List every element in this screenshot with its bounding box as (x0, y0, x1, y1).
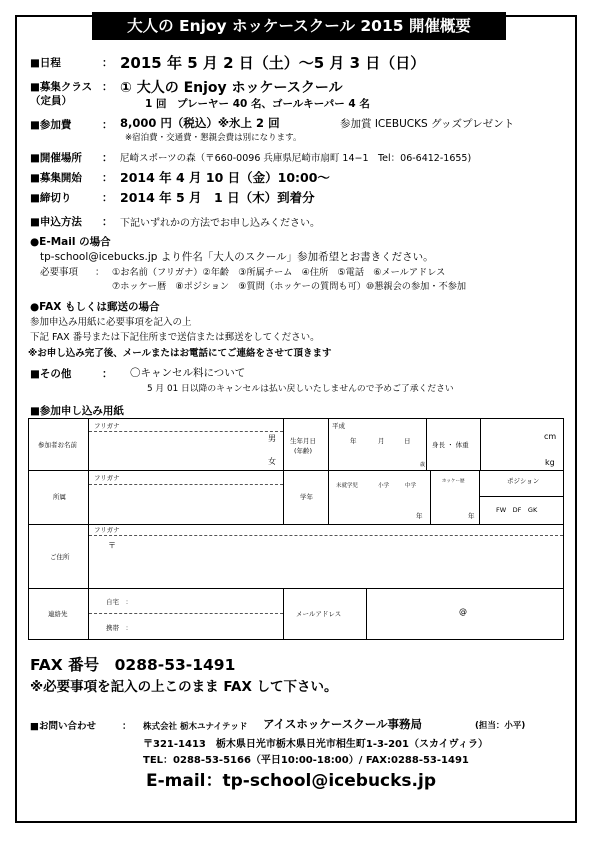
email-field-label: メールアドレス (296, 610, 342, 618)
required-items-colon: ： (95, 267, 105, 278)
fee-colon: ： (102, 119, 113, 131)
office-name: アイスホッケースクール事務局 (263, 717, 423, 731)
male-option[interactable]: 男 (268, 434, 276, 443)
grade-year-suffix: 年 (416, 512, 423, 520)
home-phone-label: 自宅 ： (106, 598, 132, 606)
venue-value: 尼崎スポーツの森（〒660-0096 兵庫県尼崎市扇町 14−1 Tel：06-6412-1655) (120, 153, 472, 164)
classes-name: ① 大人の Enjoy ホッケースクール (120, 80, 343, 96)
contact-label: ■お問い合わせ (30, 721, 96, 732)
classes-sub-label: （定員） (30, 95, 72, 107)
required-items-line-2: ⑦ホッケー暦 ⑧ポジション ⑨質問（ホッケーの質問も可）⑩懇親会の参加・不参加 (112, 281, 467, 292)
venue-label: ■開催場所 (30, 152, 82, 164)
fax-instruction: ※必要事項を記入の上このまま FAX して下さい。 (30, 679, 338, 695)
deadline-colon: ： (102, 192, 113, 204)
preschool-option[interactable]: 未就学児 (336, 483, 359, 489)
contact-person: (担当：小平) (475, 721, 526, 731)
contact-info-label: 連絡先 (48, 610, 68, 618)
form-heading: ■参加申し込み用紙 (30, 405, 124, 417)
deadline-label: ■締切り (30, 192, 72, 204)
fax-number: FAX 番号 0288-53-1491 (30, 656, 236, 674)
team-label: 所属 (53, 493, 66, 501)
date-value: 2015 年 5 月 2 日（土）〜5 月 3 日（日） (120, 54, 426, 72)
fax-mail-line-1: 参加申込み用紙に必要事項を記入の上 (30, 317, 192, 328)
start-value: 2014 年 4 月 10 日（金）10:00〜 (120, 170, 330, 185)
age-label: (年齢) (294, 447, 313, 455)
participant-name-label: 参加者お名前 (38, 441, 77, 449)
birth-year-label: 年 (350, 437, 357, 445)
contact-address: 〒321-1413 栃木県日光市栃木県日光市相生町1-3-201（スカイヴィラ） (143, 739, 489, 750)
start-label: ■募集開始 (30, 172, 82, 184)
birth-day-label: 日 (404, 437, 411, 445)
fee-note: ※宿泊費・交通費・懇親会費は別になります。 (125, 133, 302, 143)
contact-colon: ： (122, 721, 132, 732)
required-items-line-1: ①お名前（フリガナ）②年齢 ③所属チーム ④住所 ⑤電話 ⑥メールアドレス (112, 267, 446, 278)
classes-colon: ： (102, 81, 113, 93)
date-colon: ： (102, 57, 113, 69)
apply-colon: ： (102, 216, 113, 228)
email-at-mark: @ (459, 607, 467, 616)
age-suffix-label: 歳 (420, 462, 426, 468)
team-furigana-label: フリガナ (94, 474, 120, 482)
apply-label: ■申込方法 (30, 216, 82, 228)
classes-detail: 1 回 プレーヤー 40 名、ゴールキーパー 4 名 (145, 98, 370, 110)
email-method-line: tp-school@icebucks.jp より件名「大人のスクール」参加希望とお書きください。 (40, 251, 434, 263)
fee-value: 8,000 円（税込）※氷上 2 回 (120, 116, 280, 130)
venue-colon: ： (102, 152, 113, 164)
birthdate-label: 生年月日 (290, 437, 316, 445)
classes-label: ■募集クラス (30, 81, 93, 93)
address-furigana-label: フリガナ (94, 526, 120, 534)
apply-value: 下記いずれかの方法でお申し込みください。 (120, 218, 320, 229)
hockey-years-suffix: 年 (468, 512, 475, 520)
postal-mark: 〒 (108, 541, 116, 550)
contact-email[interactable]: E-mail：tp-school@icebucks.jp (146, 771, 437, 791)
elementary-option[interactable]: 小学 (378, 483, 390, 489)
deadline-value: 2014 年 5 月 1 日（木）到着分 (120, 190, 315, 205)
hockey-experience-label: ホッケー歴 (442, 479, 465, 484)
fee-present: 参加賞 ICEBUCKS グッズプレゼント (340, 118, 515, 130)
address-label: ご住所 (50, 553, 70, 561)
required-items-label: 必要事項 (40, 267, 79, 278)
birth-month-label: 月 (378, 437, 385, 445)
position-label: ポジション (507, 477, 540, 485)
other-colon: ： (102, 368, 113, 380)
other-label: ■その他 (30, 368, 72, 380)
fee-label: ■参加費 (30, 119, 72, 131)
middle-school-option[interactable]: 中学 (405, 483, 417, 489)
application-form-table (28, 418, 564, 640)
completion-notice: ※お申し込み完了後、メールまたはお電話にてご連絡をさせて頂きます (28, 348, 332, 359)
fax-mail-line-2: 下記 FAX 番号または下記住所まで送信または郵送をしてください。 (30, 332, 320, 343)
cancel-fee-detail: 5 月 01 日以降のキャンセルは払い戻しいたしませんので予めご了承ください (147, 384, 454, 394)
fax-mail-heading: ●FAX もしくは郵送の場合 (30, 301, 160, 313)
contact-phone-fax: TEL：0288-53-5166（平日10:00-18:00）/ FAX:0288-53-1491 (143, 755, 469, 766)
female-option[interactable]: 女 (268, 457, 276, 466)
height-weight-label: 身長 ・ 体重 (432, 441, 469, 449)
name-furigana-label: フリガナ (94, 422, 120, 430)
weight-unit: kg (545, 458, 555, 467)
date-label: ■日程 (30, 57, 61, 69)
email-method-heading: ●E-Mail の場合 (30, 236, 111, 248)
company-name: 株式会社 栃木ユナイテッド (143, 722, 248, 732)
grade-label: 学年 (300, 493, 313, 501)
cancel-fee-heading: 〇キャンセル料について (130, 367, 246, 379)
page-title: 大人の Enjoy ホッケースクール 2015 開催概要 (92, 12, 506, 40)
start-colon: ： (102, 172, 113, 184)
era-label: 平成 (332, 422, 345, 430)
height-unit: cm (544, 432, 557, 441)
position-options[interactable]: FW DF GK (496, 506, 538, 514)
mobile-phone-label: 携帯 ： (106, 624, 132, 632)
